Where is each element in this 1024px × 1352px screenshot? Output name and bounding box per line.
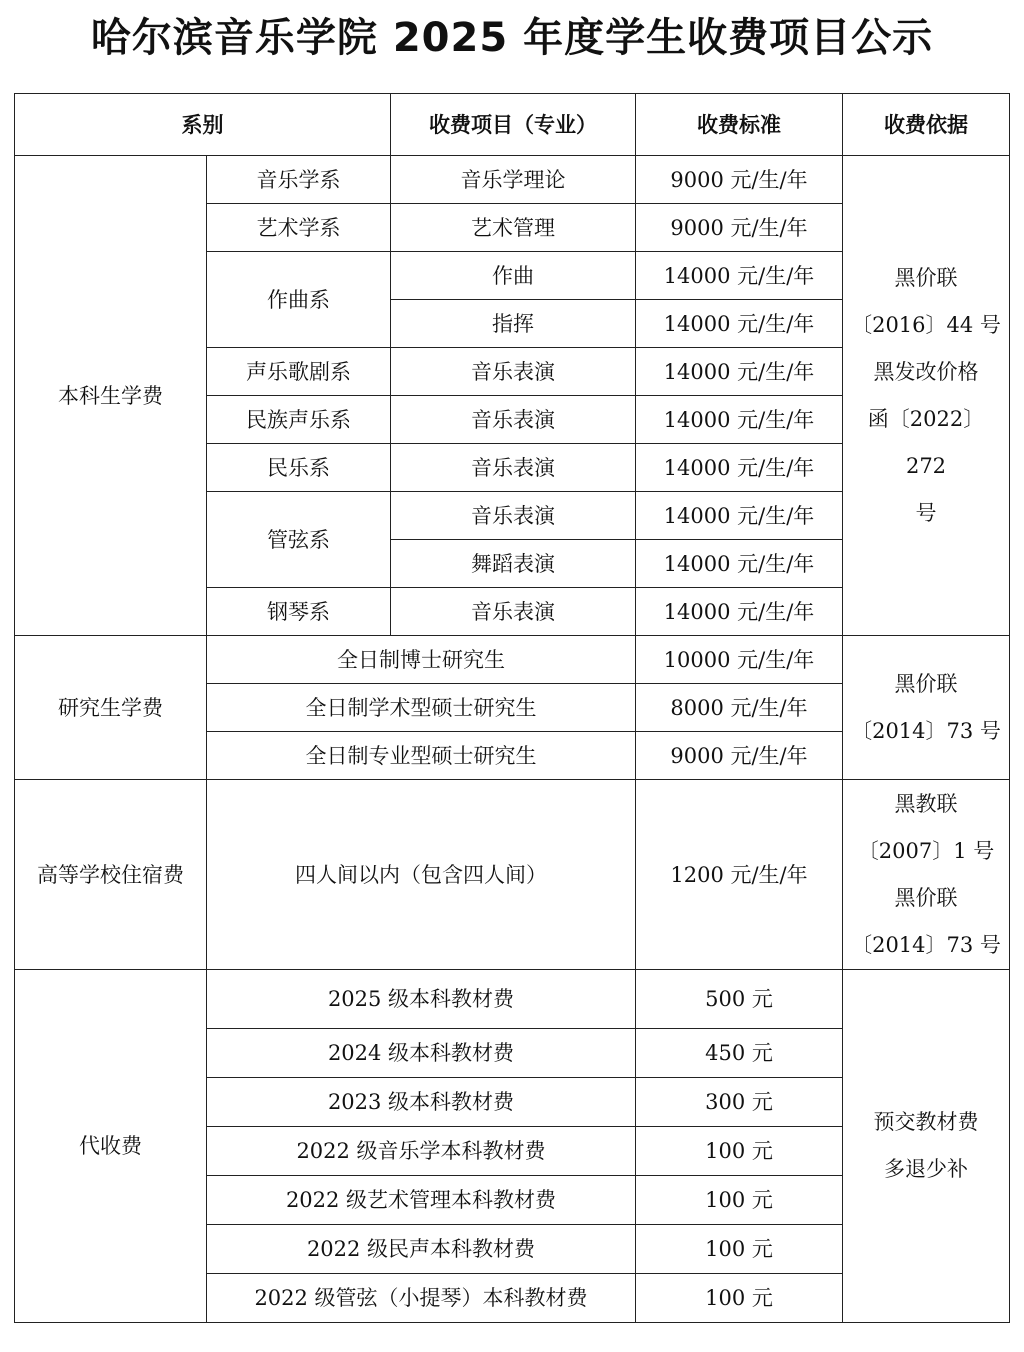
basis-line: 号 [915,500,937,525]
item-cell: 2022 级管弦（小提琴）本科教材费 [207,1274,636,1323]
major-cell: 音乐表演 [391,396,636,444]
basis-dorm [843,780,1010,970]
table-row [15,636,1010,684]
category-collection: 代收费 [15,970,207,1323]
major-cell: 作曲 [391,252,636,300]
dept-cell: 钢琴系 [207,588,391,636]
item-cell: 2022 级音乐学本科教材费 [207,1127,636,1176]
category-dorm: 高等学校住宿费 [15,780,207,970]
fee-cell: 14000 元/生/年 [636,492,843,540]
category-graduate: 研究生学费 [15,636,207,780]
basis-line: 〔2014〕73 号 [851,932,1001,957]
fee-cell: 14000 元/生/年 [636,300,843,348]
major-cell: 音乐表演 [391,588,636,636]
major-cell: 音乐表演 [391,348,636,396]
item-cell: 2023 级本科教材费 [207,1078,636,1127]
fee-cell: 14000 元/生/年 [636,444,843,492]
fee-cell: 100 元 [636,1127,843,1176]
item-cell: 2022 级民声本科教材费 [207,1225,636,1274]
fee-cell: 14000 元/生/年 [636,588,843,636]
item-cell: 2022 级艺术管理本科教材费 [207,1176,636,1225]
major-cell: 音乐表演 [391,492,636,540]
table-row [15,780,1010,970]
basis-line: 函〔2022〕272 [867,406,985,478]
fee-table [14,93,1010,1323]
item-cell: 全日制学术型硕士研究生 [207,684,636,732]
basis-line: 黑发改价格 [873,359,979,384]
category-undergrad: 本科生学费 [15,156,207,636]
fee-cell: 100 元 [636,1225,843,1274]
header-department: 系别 [15,94,391,156]
fee-cell: 14000 元/生/年 [636,396,843,444]
fee-cell: 14000 元/生/年 [636,252,843,300]
fee-cell: 14000 元/生/年 [636,348,843,396]
table-row [15,970,1010,1029]
major-cell: 艺术管理 [391,204,636,252]
basis-line: 多退少补 [884,1157,968,1181]
table-row [15,156,1010,204]
dept-cell: 民族声乐系 [207,396,391,444]
table-header-row [15,94,1010,156]
header-basis: 收费依据 [843,94,1010,156]
basis-line: 黑价联 [894,265,958,290]
fee-cell: 500 元 [636,970,843,1029]
dept-cell: 艺术学系 [207,204,391,252]
major-cell: 音乐学理论 [391,156,636,204]
basis-line: 〔2016〕44 号 [851,312,1001,337]
fee-cell: 9000 元/生/年 [636,156,843,204]
fee-cell: 300 元 [636,1078,843,1127]
basis-line: 黑价联 [894,671,958,696]
basis-line: 黑教联 [894,791,958,816]
header-item: 收费项目（专业） [391,94,636,156]
fee-cell: 100 元 [636,1274,843,1323]
basis-line: 黑价联 [894,885,958,910]
fee-cell: 10000 元/生/年 [636,636,843,684]
basis-line: 预交教材费 [873,1110,979,1134]
basis-collection [843,970,1010,1323]
fee-cell: 100 元 [636,1176,843,1225]
dept-cell: 民乐系 [207,444,391,492]
basis-undergrad [843,156,1010,636]
item-cell: 2024 级本科教材费 [207,1029,636,1078]
dept-cell: 音乐学系 [207,156,391,204]
fee-cell: 450 元 [636,1029,843,1078]
page-title: 哈尔滨音乐学院 2025 年度学生收费项目公示 [90,15,934,61]
item-cell: 2025 级本科教材费 [207,970,636,1029]
dept-cell: 管弦系 [207,492,391,588]
fee-cell: 14000 元/生/年 [636,540,843,588]
header-standard: 收费标准 [636,94,843,156]
basis-line: 〔2007〕1 号 [857,838,995,863]
major-cell: 指挥 [391,300,636,348]
dept-cell: 作曲系 [207,252,391,348]
fee-cell: 9000 元/生/年 [636,732,843,780]
basis-line: 〔2014〕73 号 [851,718,1001,743]
basis-graduate [843,636,1010,780]
dept-cell: 声乐歌剧系 [207,348,391,396]
major-cell: 舞蹈表演 [391,540,636,588]
item-cell: 四人间以内（包含四人间） [207,780,636,970]
fee-cell: 1200 元/生/年 [636,780,843,970]
fee-cell: 9000 元/生/年 [636,204,843,252]
item-cell: 全日制博士研究生 [207,636,636,684]
major-cell: 音乐表演 [391,444,636,492]
item-cell: 全日制专业型硕士研究生 [207,732,636,780]
fee-cell: 8000 元/生/年 [636,684,843,732]
